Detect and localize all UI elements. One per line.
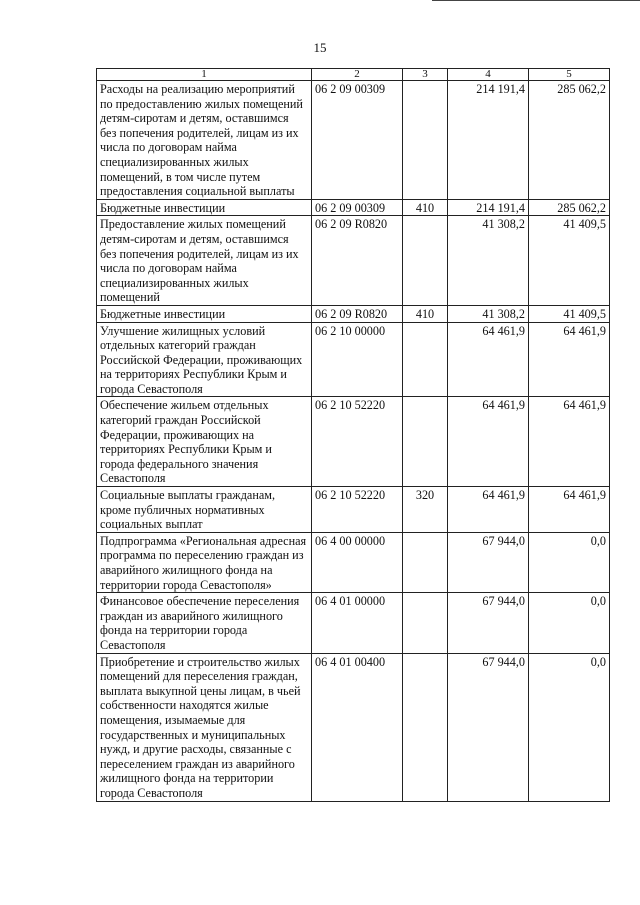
row-expense-type (403, 532, 448, 592)
row-code: 06 2 10 52220 (312, 397, 403, 487)
row-code: 06 4 01 00400 (312, 653, 403, 801)
table-row (97, 487, 610, 533)
row-value-col4: 64 461,9 (448, 397, 529, 487)
row-expense-type: 320 (403, 487, 448, 533)
column-header-4: 4 (448, 69, 529, 81)
row-name: Приобретение и строительство жилых помещений для переселения граждан, выплата выкупной цены лицам, в чьей собственности находятся жилые помещения, изымаемые для государственных и муниципальных нужд, и другие расходы, связанные с переселением граждан из аварийного жилищного фонда на территории города Севастополя (97, 653, 312, 801)
row-expense-type (403, 322, 448, 397)
row-expense-type: 410 (403, 305, 448, 322)
row-value-col4: 214 191,4 (448, 81, 529, 200)
row-name: Социальные выплаты гражданам, кроме публичных нормативных социальных выплат (97, 487, 312, 533)
table-row (97, 216, 610, 306)
row-expense-type (403, 216, 448, 306)
row-code: 06 2 09 R0820 (312, 216, 403, 306)
row-code: 06 2 10 52220 (312, 487, 403, 533)
row-value-col4: 67 944,0 (448, 593, 529, 653)
row-name: Предоставление жилых помещений детям-сиротам и детям, оставшимся без попечения родителей, лицам из их числа по договорам найма специализированных жилых помещений (97, 216, 312, 306)
row-value-col5: 285 062,2 (529, 81, 610, 200)
row-value-col5: 0,0 (529, 532, 610, 592)
table-row (97, 305, 610, 322)
budget-table (96, 68, 610, 802)
row-name: Финансовое обеспечение переселения граждан из аварийного жилищного фонда на территории города Севастополя (97, 593, 312, 653)
table-row (97, 81, 610, 200)
row-value-col5: 64 461,9 (529, 397, 610, 487)
row-code: 06 2 09 00309 (312, 199, 403, 216)
page-number: 15 (313, 40, 327, 55)
table-header-row (97, 69, 610, 81)
page-top-edge-line (432, 0, 640, 1)
table-row (97, 199, 610, 216)
row-code: 06 4 01 00000 (312, 593, 403, 653)
table-row (97, 397, 610, 487)
row-code: 06 2 10 00000 (312, 322, 403, 397)
row-value-col4: 214 191,4 (448, 199, 529, 216)
row-name: Подпрограмма «Региональная адресная программа по переселению граждан из аварийного жилищного фонда на территории города Севастополя» (97, 532, 312, 592)
row-value-col4: 64 461,9 (448, 322, 529, 397)
row-value-col4: 41 308,2 (448, 216, 529, 306)
column-header-5: 5 (529, 69, 610, 81)
row-name: Бюджетные инвестиции (97, 305, 312, 322)
table-row (97, 322, 610, 397)
row-value-col5: 41 409,5 (529, 216, 610, 306)
row-expense-type: 410 (403, 199, 448, 216)
row-value-col5: 64 461,9 (529, 487, 610, 533)
row-expense-type (403, 81, 448, 200)
column-header-1: 1 (97, 69, 312, 81)
column-header-2: 2 (312, 69, 403, 81)
row-name: Обеспечение жильем отдельных категорий граждан Российской Федерации, проживающих на территориях Республики Крым и города федерального значения Севастополя (97, 397, 312, 487)
row-expense-type (403, 593, 448, 653)
row-value-col4: 64 461,9 (448, 487, 529, 533)
row-expense-type (403, 397, 448, 487)
row-expense-type (403, 653, 448, 801)
row-value-col4: 41 308,2 (448, 305, 529, 322)
column-header-3: 3 (403, 69, 448, 81)
row-value-col4: 67 944,0 (448, 532, 529, 592)
row-value-col4: 67 944,0 (448, 653, 529, 801)
row-name: Бюджетные инвестиции (97, 199, 312, 216)
row-code: 06 2 09 00309 (312, 81, 403, 200)
row-name: Расходы на реализацию мероприятий по предоставлению жилых помещений детям-сиротам и детям, оставшимся без попечения родителей, лицам из их числа по договорам найма специализированных жилых помещений, в том числе путем предоставления социальной выплаты (97, 81, 312, 200)
row-value-col5: 0,0 (529, 593, 610, 653)
row-value-col5: 285 062,2 (529, 199, 610, 216)
row-value-col5: 41 409,5 (529, 305, 610, 322)
table-row (97, 593, 610, 653)
table-row (97, 532, 610, 592)
row-value-col5: 64 461,9 (529, 322, 610, 397)
row-name: Улучшение жилищных условий отдельных категорий граждан Российской Федерации, проживающих на территориях Республики Крым и города Севастополя (97, 322, 312, 397)
row-value-col5: 0,0 (529, 653, 610, 801)
table-row (97, 653, 610, 801)
row-code: 06 2 09 R0820 (312, 305, 403, 322)
row-code: 06 4 00 00000 (312, 532, 403, 592)
